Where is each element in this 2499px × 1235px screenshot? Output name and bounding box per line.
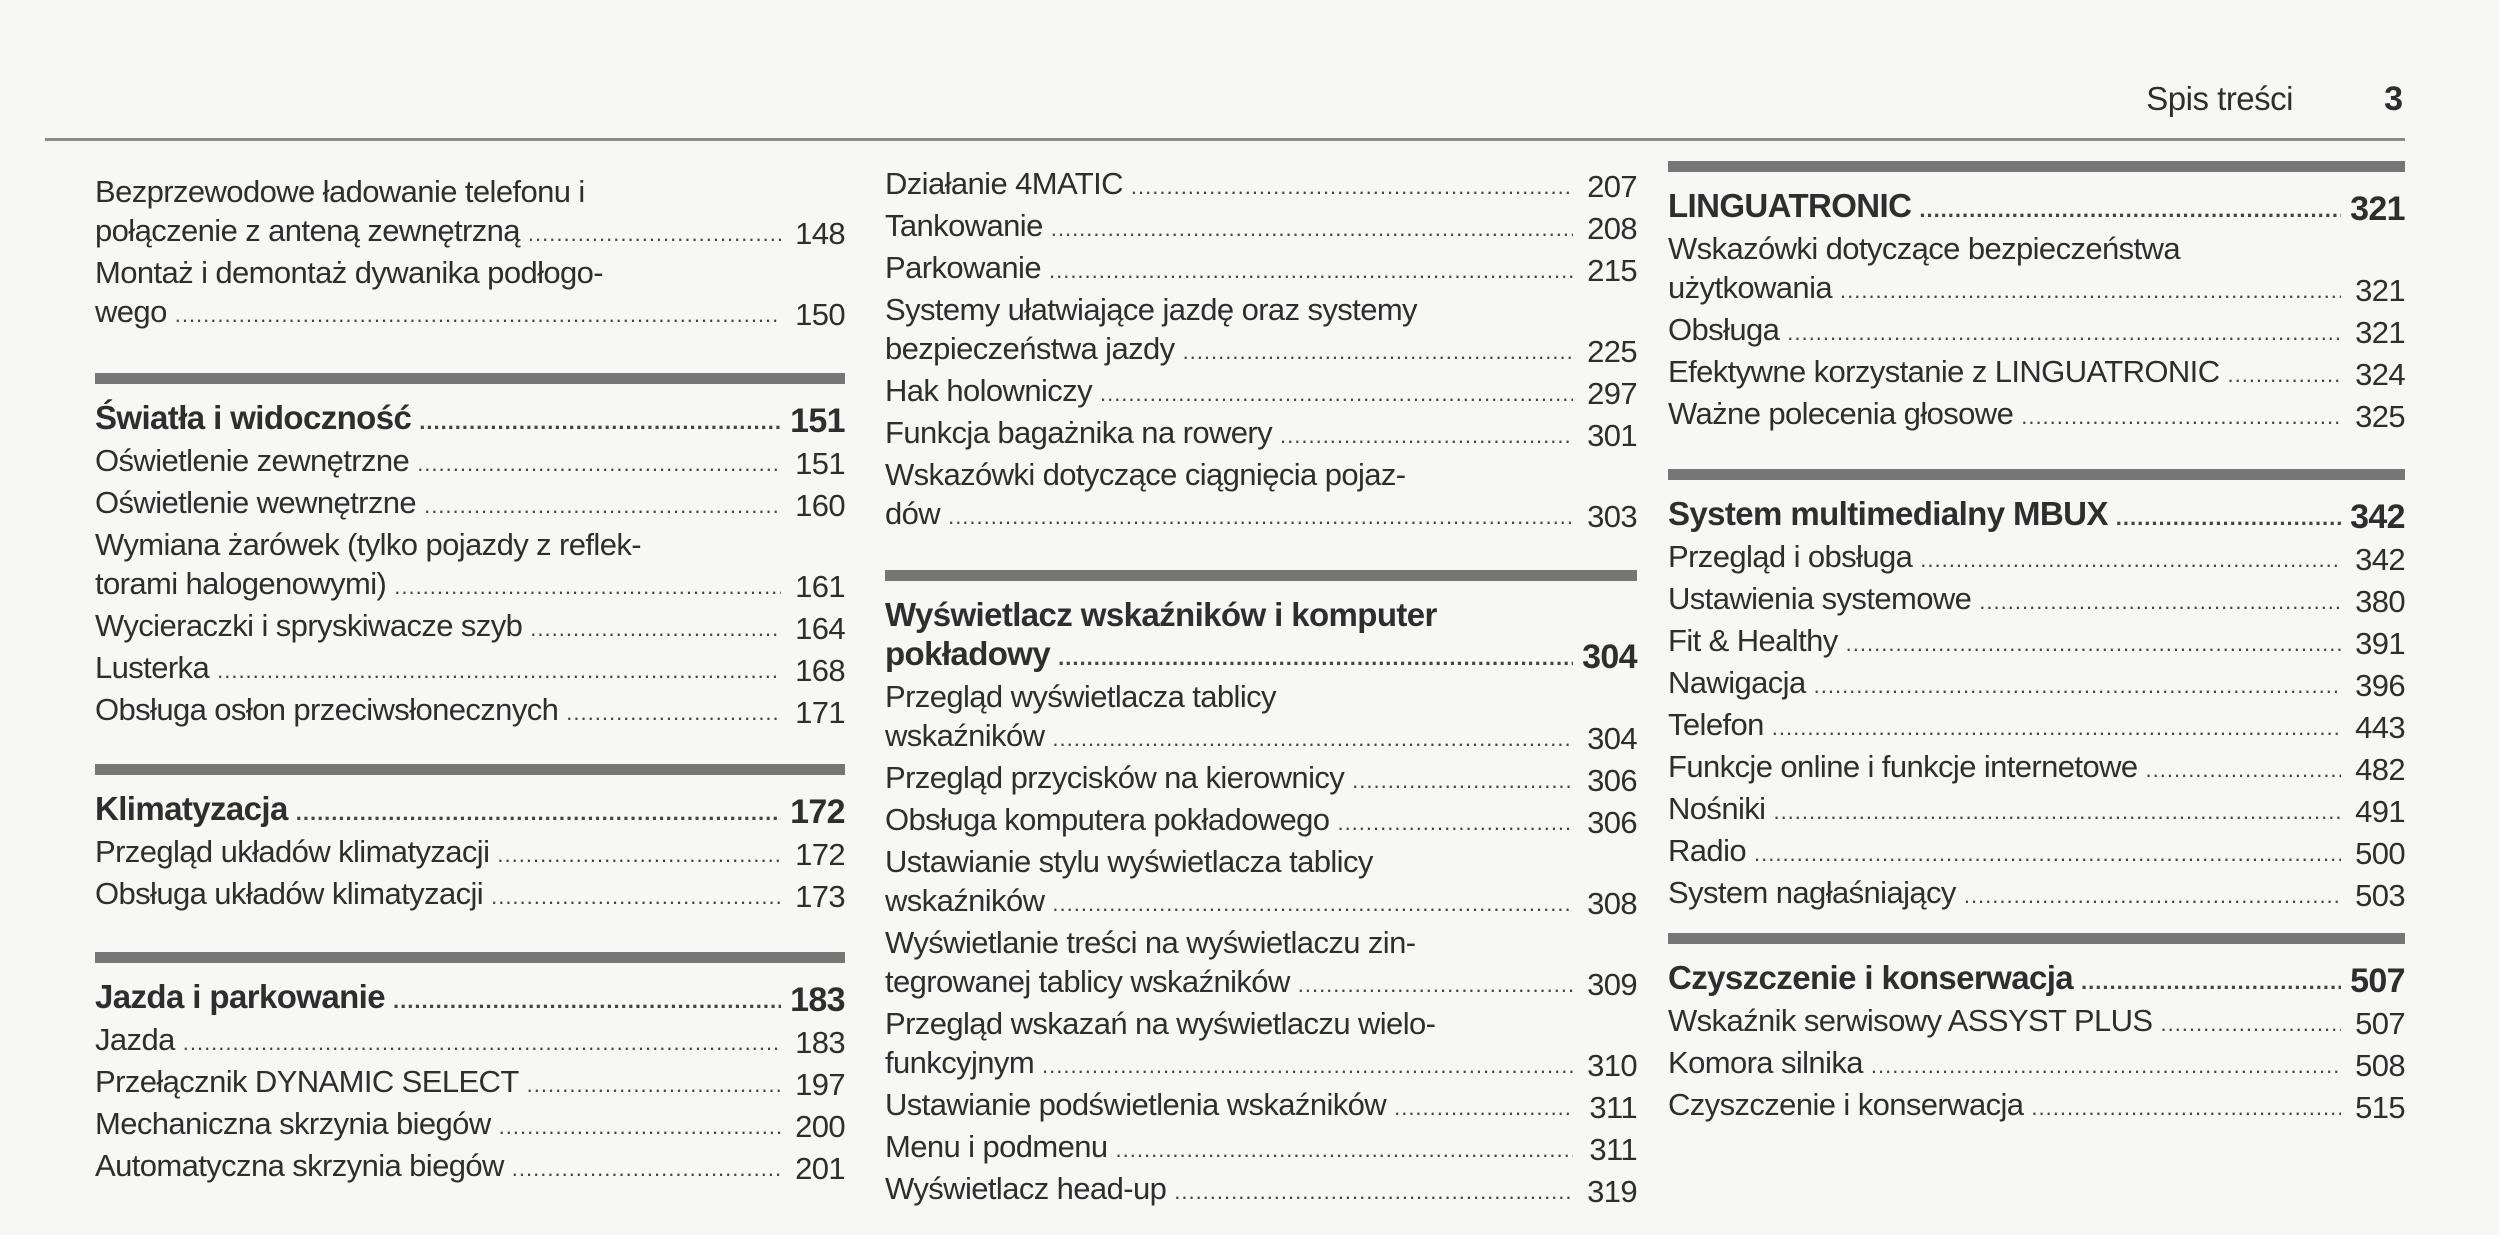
toc-entry[interactable]: Montaż i demontaż dywanika podłogo- wego ..... 150 bbox=[95, 253, 845, 334]
toc-section-heading[interactable]: Światła i widoczność ..... 151 bbox=[95, 398, 845, 441]
toc-section-cleaning bbox=[1668, 933, 2405, 1127]
toc-page-number: 306 bbox=[1587, 805, 1637, 840]
toc-page-number: 172 bbox=[790, 793, 845, 831]
toc-page-number: 310 bbox=[1587, 1048, 1637, 1083]
toc-page-number: 500 bbox=[2355, 836, 2405, 871]
toc-entry[interactable]: Jazda ..... 183 bbox=[95, 1020, 845, 1062]
toc-section-mbux bbox=[1668, 469, 2405, 915]
toc-page-number: 325 bbox=[2355, 399, 2405, 434]
toc-entry[interactable]: Telefon ..... 443 bbox=[1668, 705, 2405, 747]
toc-page-number: 503 bbox=[2355, 878, 2405, 913]
toc-page-number: 304 bbox=[1582, 638, 1637, 676]
toc-page-number: 160 bbox=[795, 488, 845, 523]
toc-page-number: 380 bbox=[2355, 584, 2405, 619]
toc-entry[interactable]: Radio ..... 500 bbox=[1668, 831, 2405, 873]
toc-entry[interactable]: Wskaźnik serwisowy ASSYST PLUS ..... 507 bbox=[1668, 1001, 2405, 1043]
toc-section bbox=[95, 172, 845, 334]
toc-section-heading[interactable]: Klimatyzacja ..... 172 bbox=[95, 789, 845, 832]
toc-entry[interactable]: Funkcje online i funkcje internetowe ..... 482 bbox=[1668, 747, 2405, 789]
toc-entry[interactable]: Wskazówki dotyczące bezpieczeństwa użytkowania ..... 321 bbox=[1668, 229, 2405, 310]
toc-page-number: 172 bbox=[795, 837, 845, 872]
toc-entry[interactable]: Komora silnika ..... 508 bbox=[1668, 1043, 2405, 1085]
header-divider bbox=[45, 138, 2405, 141]
toc-page-number: 306 bbox=[1587, 763, 1637, 798]
section-divider bbox=[1668, 933, 2405, 944]
toc-page-number: 342 bbox=[2350, 498, 2405, 536]
toc-entry[interactable]: Przegląd przycisków na kierownicy ..... 306 bbox=[885, 758, 1637, 800]
toc-section-heading[interactable]: LINGUATRONIC ..... 321 bbox=[1668, 186, 2405, 229]
toc-section-heading[interactable]: Czyszczenie i konserwacja ..... 507 bbox=[1668, 958, 2405, 1001]
toc-entry[interactable]: Czyszczenie i konserwacja ..... 515 bbox=[1668, 1085, 2405, 1127]
toc-entry[interactable]: Efektywne korzystanie z LINGUATRONIC ..... 324 bbox=[1668, 352, 2405, 394]
toc-entry[interactable]: Nawigacja ..... 396 bbox=[1668, 663, 2405, 705]
toc-entry[interactable]: Nośniki ..... 491 bbox=[1668, 789, 2405, 831]
toc-page-number: 303 bbox=[1587, 499, 1637, 534]
page-number: 3 bbox=[2384, 80, 2403, 118]
toc-page-number: 150 bbox=[795, 297, 845, 332]
toc-page-number: 151 bbox=[795, 446, 845, 481]
section-divider bbox=[95, 764, 845, 775]
toc-entry[interactable]: Lusterka ..... 168 bbox=[95, 648, 845, 690]
toc-page-number: 309 bbox=[1587, 967, 1637, 1002]
toc-page-number: 161 bbox=[795, 569, 845, 604]
toc-page-number: 225 bbox=[1587, 334, 1637, 369]
toc-page-number: 308 bbox=[1587, 886, 1637, 921]
toc-page-number: 200 bbox=[795, 1109, 845, 1144]
toc-page-number: 207 bbox=[1587, 169, 1637, 204]
section-divider bbox=[1668, 469, 2405, 480]
toc-section-instrument-display bbox=[885, 570, 1637, 1211]
toc-entry[interactable]: Wymiana żarówek (tylko pojazdy z reflek- torami halogenowymi) ..... 161 bbox=[95, 525, 845, 606]
toc-page-number: 151 bbox=[790, 402, 845, 440]
toc-entry[interactable]: Funkcja bagażnika na rowery ..... 301 bbox=[885, 413, 1637, 455]
toc-page-number: 171 bbox=[795, 695, 845, 730]
toc-entry[interactable]: Parkowanie ..... 215 bbox=[885, 248, 1637, 290]
toc-page-number: 215 bbox=[1587, 253, 1637, 288]
toc-page-number: 168 bbox=[795, 653, 845, 688]
toc-entry[interactable]: Przegląd wyświetlacza tablicy wskaźników ..... 304 bbox=[885, 677, 1637, 758]
toc-page-number: 321 bbox=[2350, 190, 2405, 228]
toc-page-number: 304 bbox=[1587, 721, 1637, 756]
toc-section-heading[interactable]: Jazda i parkowanie ..... 183 bbox=[95, 977, 845, 1020]
toc-entry[interactable]: Hak holowniczy ..... 297 bbox=[885, 371, 1637, 413]
page-header bbox=[45, 70, 2405, 140]
toc-entry[interactable]: Mechaniczna skrzynia biegów ..... 200 bbox=[95, 1104, 845, 1146]
toc-page-number: 201 bbox=[795, 1151, 845, 1186]
toc-page-number: 508 bbox=[2355, 1048, 2405, 1083]
toc-page-number: 321 bbox=[2355, 273, 2405, 308]
toc-page-number: 396 bbox=[2355, 668, 2405, 703]
toc-entry[interactable]: Ważne polecenia głosowe ..... 325 bbox=[1668, 394, 2405, 436]
toc-entry[interactable]: Obsługa ..... 321 bbox=[1668, 310, 2405, 352]
section-divider bbox=[95, 373, 845, 384]
toc-page-number: 164 bbox=[795, 611, 845, 646]
toc-entry[interactable]: Oświetlenie zewnętrzne ..... 151 bbox=[95, 441, 845, 483]
toc-page-number: 507 bbox=[2350, 962, 2405, 1000]
section-divider bbox=[1668, 161, 2405, 172]
toc-entry[interactable]: Systemy ułatwiające jazdę oraz systemy bezpieczeństwa jazdy ..... 225 bbox=[885, 290, 1637, 371]
toc-page-number: 197 bbox=[795, 1067, 845, 1102]
toc-entry[interactable]: Wskazówki dotyczące ciągnięcia pojaz- dów ..... 303 bbox=[885, 455, 1637, 536]
toc-page-number: 443 bbox=[2355, 710, 2405, 745]
section-divider bbox=[95, 952, 845, 963]
toc-page-number: 507 bbox=[2355, 1006, 2405, 1041]
toc-section-heading[interactable]: Wyświetlacz wskaźników i komputer pokładowy ..... 304 bbox=[885, 595, 1637, 677]
toc-entry[interactable]: Ustawienia systemowe ..... 380 bbox=[1668, 579, 2405, 621]
toc-entry[interactable]: Automatyczna skrzynia biegów ..... 201 bbox=[95, 1146, 845, 1188]
toc-page-number: 148 bbox=[795, 216, 845, 251]
toc-page-number: 301 bbox=[1587, 418, 1637, 453]
toc-entry[interactable]: System nagłaśniający ..... 503 bbox=[1668, 873, 2405, 915]
toc-page-number: 482 bbox=[2355, 752, 2405, 787]
toc-entry[interactable]: Przełącznik DYNAMIC SELECT ..... 197 bbox=[95, 1062, 845, 1104]
toc-entry[interactable]: Wycieraczki i spryskiwacze szyb ..... 164 bbox=[95, 606, 845, 648]
toc-entry[interactable]: Obsługa układów klimatyzacji ..... 173 bbox=[95, 874, 845, 916]
toc-page-number: 311 bbox=[1589, 1132, 1637, 1167]
toc-page-number: 319 bbox=[1587, 1174, 1637, 1209]
toc-entry[interactable]: Fit & Healthy ..... 391 bbox=[1668, 621, 2405, 663]
toc-entry[interactable]: Przegląd wskazań na wyświetlaczu wielo- funkcyjnym ..... 310 bbox=[885, 1004, 1637, 1085]
toc-page-number: 321 bbox=[2355, 315, 2405, 350]
toc-section-climate bbox=[95, 764, 845, 916]
page-header-title: Spis treści bbox=[2146, 80, 2293, 117]
toc-entry[interactable]: Tankowanie ..... 208 bbox=[885, 206, 1637, 248]
toc-page-number: 208 bbox=[1587, 211, 1637, 246]
toc-section-lights bbox=[95, 373, 845, 732]
toc-page-number: 342 bbox=[2355, 542, 2405, 577]
toc-entry[interactable]: Obsługa osłon przeciwsłonecznych ..... 171 bbox=[95, 690, 845, 732]
toc-page-number: 391 bbox=[2355, 626, 2405, 661]
toc-entry[interactable]: Przegląd i obsługa ..... 342 bbox=[1668, 537, 2405, 579]
toc-entry[interactable]: Menu i podmenu ..... 311 bbox=[885, 1127, 1637, 1169]
toc-entry[interactable]: Obsługa komputera pokładowego ..... 306 bbox=[885, 800, 1637, 842]
toc-entry[interactable]: Ustawianie podświetlenia wskaźników ..... 311 bbox=[885, 1085, 1637, 1127]
toc-entry[interactable]: Bezprzewodowe ładowanie telefonu i połączenie z anteną zewnętrzną ..... 148 bbox=[95, 172, 845, 253]
toc-entry[interactable]: Przegląd układów klimatyzacji ..... 172 bbox=[95, 832, 845, 874]
toc-page-number: 297 bbox=[1587, 376, 1637, 411]
toc-entry[interactable]: Wyświetlacz head-up ..... 319 bbox=[885, 1169, 1637, 1211]
section-divider bbox=[885, 570, 1637, 581]
toc-page-number: 183 bbox=[790, 981, 845, 1019]
toc-section bbox=[885, 164, 1637, 536]
toc-section-driving bbox=[95, 952, 845, 1188]
toc-section-linguatronic bbox=[1668, 161, 2405, 436]
toc-page-number: 173 bbox=[795, 879, 845, 914]
toc-page-number: 515 bbox=[2355, 1090, 2405, 1125]
toc-page-number: 183 bbox=[795, 1025, 845, 1060]
toc-section-heading[interactable]: System multimedialny MBUX ..... 342 bbox=[1668, 494, 2405, 537]
toc-entry[interactable]: Wyświetlanie treści na wyświetlaczu zin- tegrowanej tablicy wskaźników ..... 309 bbox=[885, 923, 1637, 1004]
toc-entry[interactable]: Ustawianie stylu wyświetlacza tablicy wskaźników ..... 308 bbox=[885, 842, 1637, 923]
toc-page-number: 491 bbox=[2355, 794, 2405, 829]
toc-entry[interactable]: Działanie 4MATIC ..... 207 bbox=[885, 164, 1637, 206]
toc-entry[interactable]: Oświetlenie wewnętrzne ..... 160 bbox=[95, 483, 845, 525]
toc-page-number: 311 bbox=[1589, 1090, 1637, 1125]
toc-page-number: 324 bbox=[2355, 357, 2405, 392]
